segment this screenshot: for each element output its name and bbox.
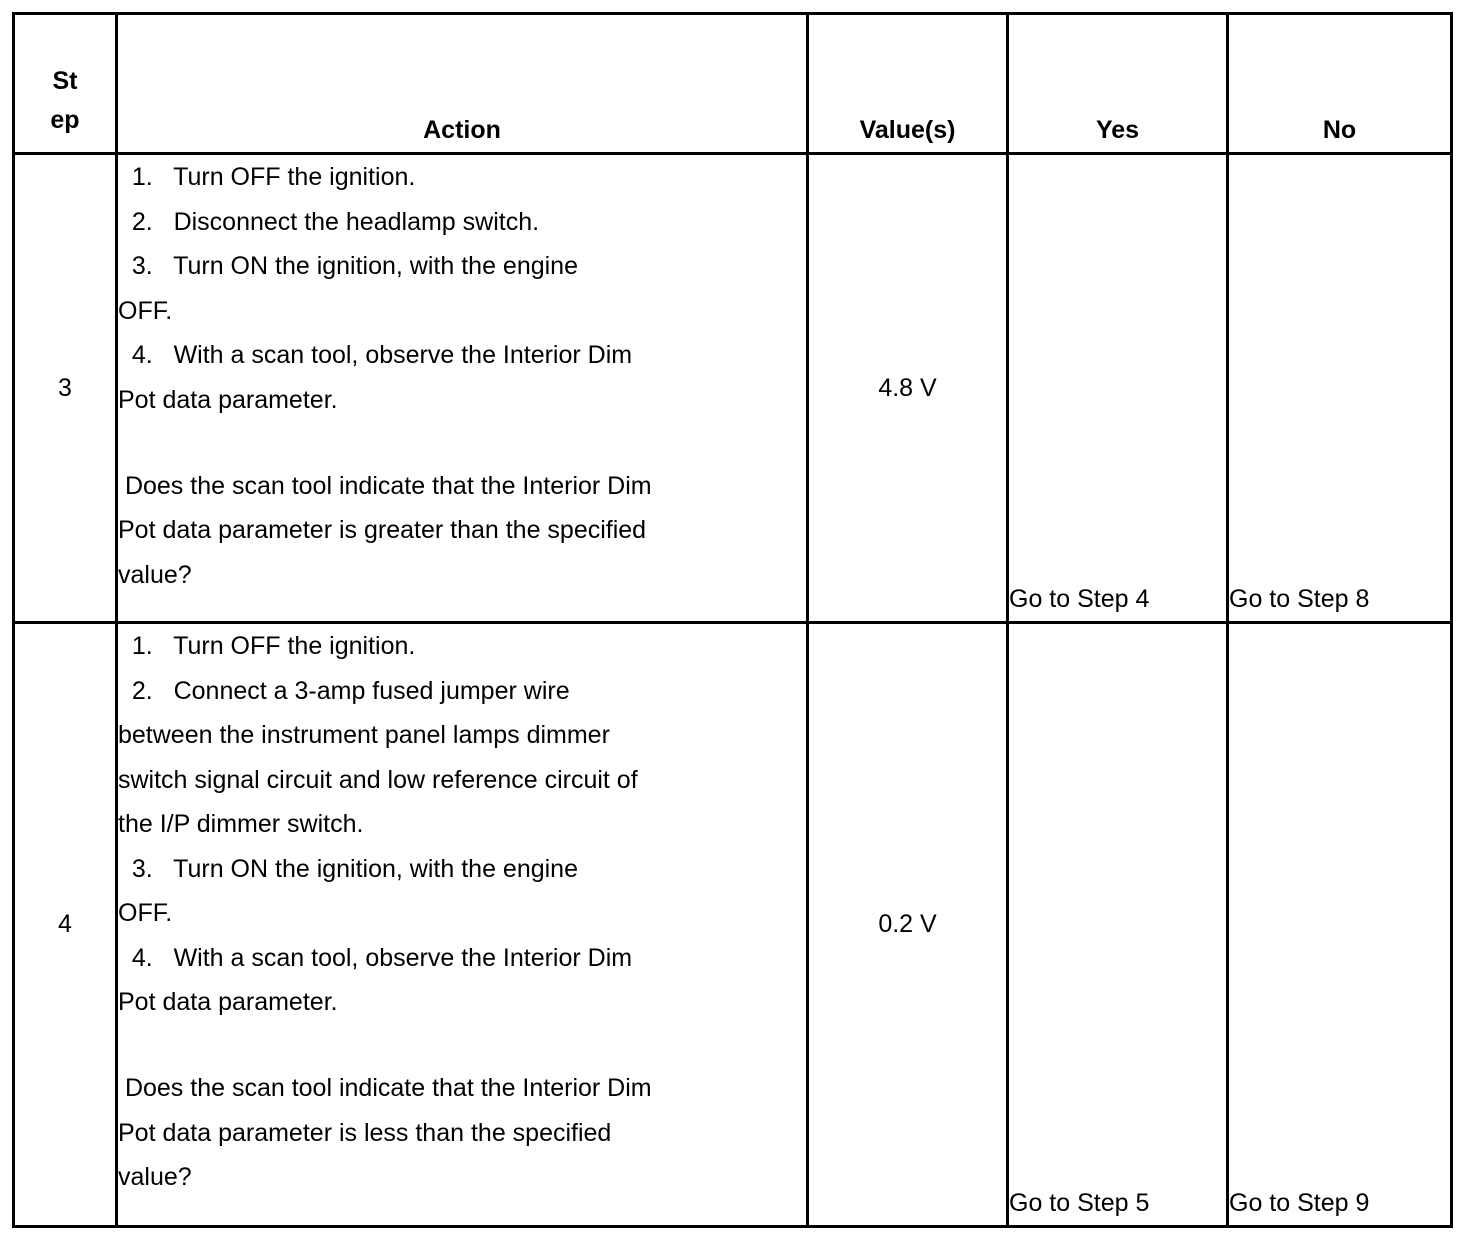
- specified-value: 4.8 V: [808, 154, 1008, 623]
- question-line: Pot data parameter is less than the specified: [118, 1118, 612, 1147]
- header-step: [14, 14, 117, 154]
- action-line: OFF.: [118, 899, 173, 927]
- no-outcome: Go to Step 8: [1228, 154, 1452, 623]
- step-number: 4: [14, 623, 117, 1227]
- action-line: Pot data parameter.: [118, 988, 338, 1016]
- header-step-line2: ep: [50, 106, 80, 134]
- header-no: No: [1228, 14, 1452, 154]
- table-row: [14, 154, 1452, 623]
- action-line: switch signal circuit and low reference circuit of: [118, 765, 638, 794]
- action-line: 1. Turn OFF the ignition.: [118, 163, 416, 191]
- diagnostic-table: [12, 12, 1453, 1228]
- action-line: 4. With a scan tool, observe the Interior Dim: [118, 341, 633, 369]
- table-row: [14, 623, 1452, 1227]
- spacer: [118, 422, 806, 464]
- step-number: 3: [14, 154, 117, 623]
- action-line: between the instrument panel lamps dimmer: [118, 721, 610, 749]
- action-line: the I/P dimmer switch.: [118, 810, 364, 838]
- header-yes: Yes: [1008, 14, 1228, 154]
- yes-outcome: Go to Step 4: [1008, 154, 1228, 623]
- action-line: Pot data parameter.: [118, 385, 338, 414]
- action-cell: [117, 154, 808, 623]
- action-line: 4. With a scan tool, observe the Interior Dim: [118, 943, 633, 972]
- action-line: 2. Disconnect the headlamp switch.: [118, 207, 540, 236]
- action-line: 2. Connect a 3-amp fused jumper wire: [118, 676, 570, 705]
- table-header-row: [14, 14, 1452, 154]
- action-line: 3. Turn ON the ignition, with the engine: [118, 252, 578, 280]
- spacer: [118, 1025, 806, 1067]
- question-line: Does the scan tool indicate that the Interior Dim: [118, 471, 652, 500]
- yes-outcome: Go to Step 5: [1008, 623, 1228, 1227]
- question-line: Does the scan tool indicate that the Interior Dim: [118, 1074, 652, 1102]
- header-values: Value(s): [808, 14, 1008, 154]
- action-line: 3. Turn ON the ignition, with the engine: [118, 854, 578, 883]
- question-line: value?: [118, 1163, 192, 1191]
- question-line: Pot data parameter is greater than the specified: [118, 516, 647, 544]
- action-cell: [117, 623, 808, 1227]
- action-line: 1. Turn OFF the ignition.: [118, 632, 416, 660]
- no-outcome: Go to Step 9: [1228, 623, 1452, 1227]
- header-step-line1: St: [52, 67, 78, 95]
- question-line: value?: [118, 560, 192, 589]
- header-action: Action: [117, 14, 808, 154]
- action-line: OFF.: [118, 296, 173, 325]
- specified-value: 0.2 V: [808, 623, 1008, 1227]
